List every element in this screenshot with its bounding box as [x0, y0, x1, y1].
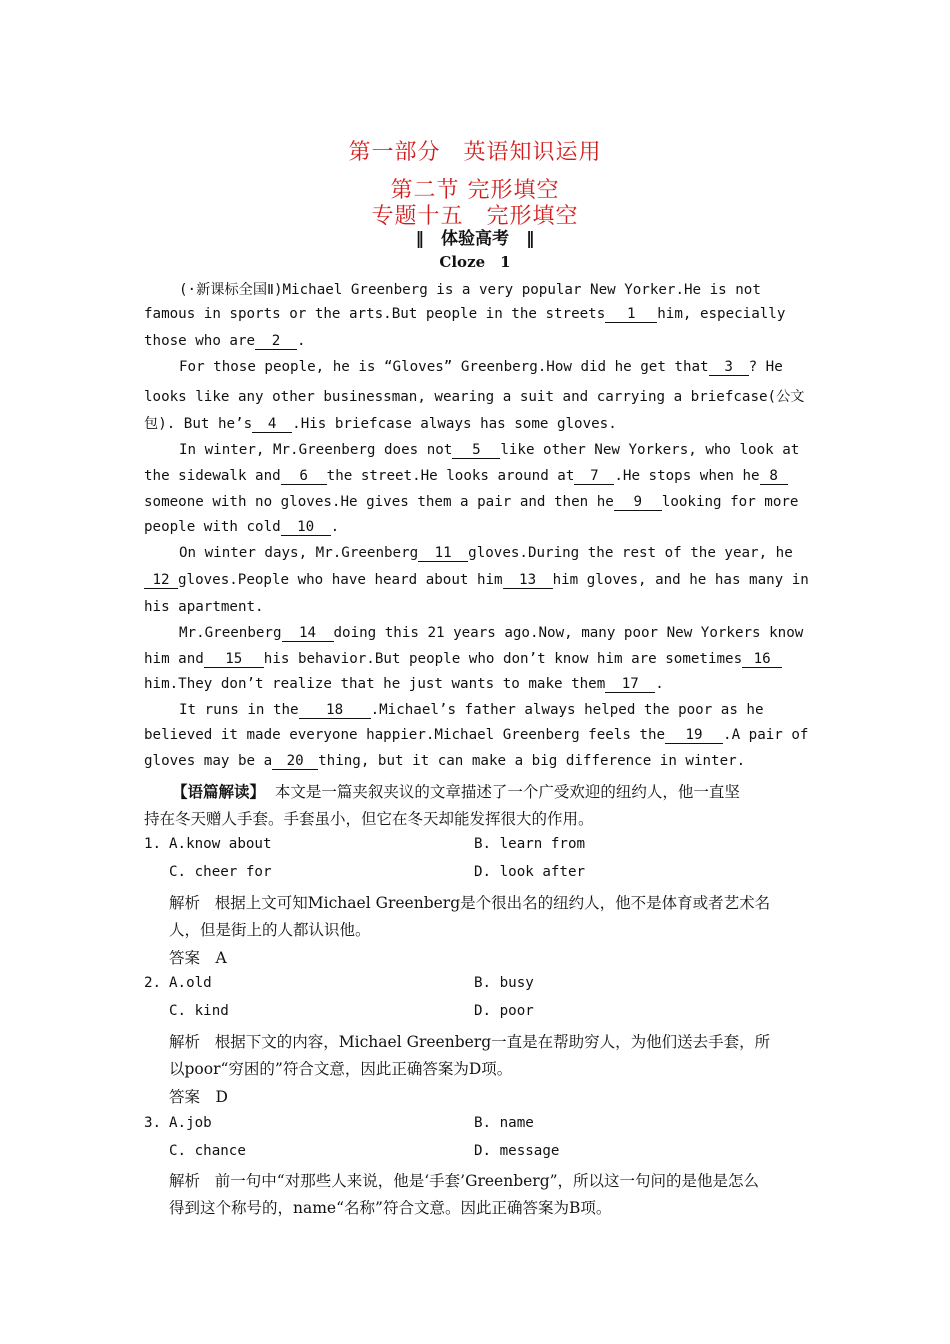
passage-line: In winter, Mr.Greenberg does not 5 like other New Yorkers, who look at: [179, 442, 800, 458]
passage-line: gloves may be a 20 thing, but it can make a big difference in winter.: [144, 753, 746, 769]
question-number: 1.: [144, 836, 162, 852]
option-d: D. look after: [474, 864, 586, 880]
option-a: A.job: [169, 1115, 212, 1131]
explanation-cont: 人，但是街上的人都认识他。: [169, 921, 371, 939]
passage-line: (·新课标全国Ⅱ)Michael Greenberg is a very popular New Yorker.He is not: [179, 282, 761, 298]
option-b: B. learn from: [474, 836, 586, 852]
option-d: D. message: [474, 1143, 560, 1159]
passage-line: It runs in the 18 .Michael’s father always helped the poor as he: [179, 702, 764, 718]
banner: ‖ 体验高考 ‖: [415, 229, 535, 249]
passage-line: his apartment.: [144, 599, 264, 615]
explanation: 解析 根据上文可知Michael Greenberg是个很出名的纽约人，他不是体育或者艺术名: [169, 894, 771, 912]
explanation: 解析 根据下文的内容，Michael Greenberg一直是在帮助穷人，为他们送去手套，所: [169, 1033, 771, 1051]
passage-line: On winter days, Mr.Greenberg 11 gloves.During the rest of the year, he: [179, 545, 793, 561]
passage-line: looks like any other businessman, wearing a suit and carrying a briefcase(公文: [144, 389, 805, 405]
cloze-title: Cloze 1: [439, 253, 511, 271]
question-number: 2.: [144, 975, 162, 991]
part-title: 第一部分 英语知识运用: [348, 140, 602, 165]
reading-intro-cont: 持在冬天赠人手套。手套虽小，但它在冬天却能发挥很大的作用。: [144, 810, 594, 828]
option-a: A.know about: [169, 836, 272, 852]
answer: 答案 D: [169, 1088, 228, 1106]
option-b: B. busy: [474, 975, 534, 991]
passage-line: the sidewalk and 6 the street.He looks around at 7 .He stops when he 8: [144, 468, 806, 485]
explanation-cont: 得到这个称号的，name“名称”符合文意。因此正确答案为B项。: [169, 1199, 612, 1217]
option-a: A.old: [169, 975, 212, 991]
option-c: C. chance: [169, 1143, 246, 1159]
answer: 答案 A: [169, 949, 227, 967]
passage-line: people with cold 10 .: [144, 519, 340, 535]
option-d: D. poor: [474, 1003, 534, 1019]
explanation: 解析 前一句中“对那些人来说，他是‘手套’Greenberg”，所以这一句问的是他是怎么: [169, 1172, 760, 1190]
question-number: 3.: [144, 1115, 162, 1131]
passage-line: For those people, he is “Gloves” Greenberg.How did he get that 3 ? He: [179, 359, 783, 375]
explanation-cont: 以poor“穷困的”符合文意，因此正确答案为D项。: [169, 1060, 513, 1078]
option-c: C. cheer for: [169, 864, 272, 880]
passage-line: Mr.Greenberg 14 doing this 21 years ago.Now, many poor New Yorkers know: [179, 625, 804, 641]
topic-title: 专题十五 完形填空: [371, 204, 579, 229]
passage-line: someone with no gloves.He gives them a pair and then he 9 looking for more: [144, 494, 799, 510]
passage-line: believed it made everyone happier.Michael Greenberg feels the 19 .A pair of: [144, 727, 809, 743]
reading-intro: 【语篇解读】 本文是一篇夹叙夹议的文章描述了一个广受欢迎的纽约人，他一直坚: [172, 782, 740, 801]
option-c: C. kind: [169, 1003, 229, 1019]
passage-line: famous in sports or the arts.But people in the streets 1 him, especially: [144, 306, 786, 322]
passage-line: him.They don’t realize that he just wants to make them 17 .: [144, 676, 664, 692]
passage-line: 12 gloves.People who have heard about him 13 him gloves, and he has many in: [144, 572, 806, 589]
section-title: 第二节 完形填空: [390, 178, 560, 203]
passage-line: him and 15 his behavior.But people who don’t know him are sometimes 16: [144, 651, 806, 668]
option-b: B. name: [474, 1115, 534, 1131]
passage-line: those who are 2 .: [144, 333, 306, 349]
passage-line: 包). But he’s 4 .His briefcase always has some gloves.: [144, 416, 617, 432]
